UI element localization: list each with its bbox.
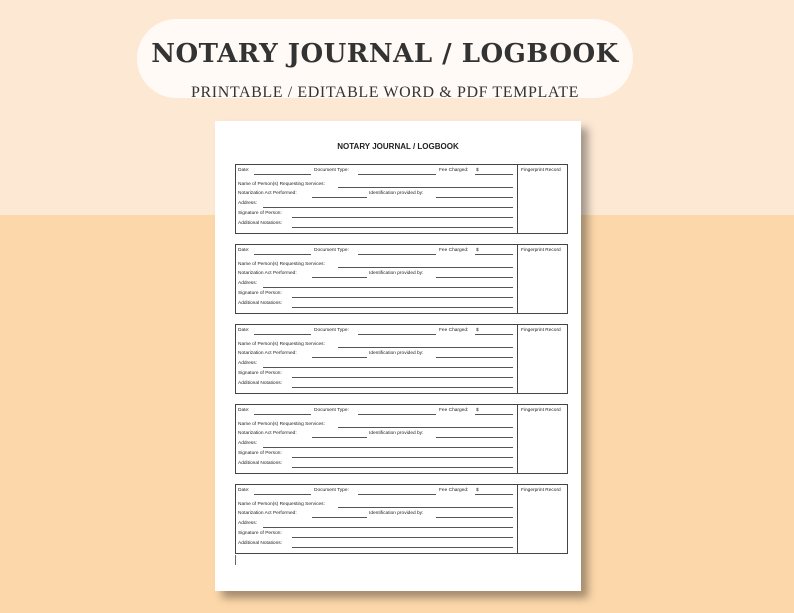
journal-entry	[235, 404, 568, 474]
id-provided-label: Identification provided by:	[369, 431, 424, 436]
fee-charged-field[interactable]	[475, 494, 513, 495]
fingerprint-box[interactable]	[517, 405, 569, 473]
persons-label: Name of Person(s) Requesting Services:	[238, 342, 325, 347]
fee-charged-field[interactable]	[475, 414, 513, 415]
date-label: Date:	[238, 488, 250, 493]
signature-field[interactable]	[292, 537, 513, 538]
fingerprint-box[interactable]	[517, 165, 569, 233]
fee-charged-field[interactable]	[475, 254, 513, 255]
signature-label: Signature of Person:	[238, 451, 282, 456]
notations-label: Additional Notations:	[238, 541, 282, 546]
act-label: Notarization Act Performed:	[238, 191, 297, 196]
logbook-page	[215, 121, 581, 591]
date-field[interactable]	[254, 174, 311, 175]
journal-entry	[235, 244, 568, 314]
signature-field[interactable]	[292, 457, 513, 458]
date-label: Date:	[238, 328, 250, 333]
address-label: Address:	[238, 281, 257, 286]
fee-charged-field[interactable]	[475, 334, 513, 335]
currency-symbol: $	[476, 408, 479, 413]
fee-charged-label: Fee Charged:	[439, 248, 469, 253]
journal-entry	[235, 324, 568, 394]
id-provided-label: Identification provided by:	[369, 511, 424, 516]
act-label: Notarization Act Performed:	[238, 271, 297, 276]
persons-field[interactable]	[338, 267, 513, 268]
signature-label: Signature of Person:	[238, 291, 282, 296]
signature-field[interactable]	[292, 377, 513, 378]
currency-symbol: $	[476, 488, 479, 493]
banner-subtitle: PRINTABLE / EDITABLE WORD & PDF TEMPLATE	[191, 84, 579, 101]
address-field[interactable]	[263, 287, 513, 288]
id-provided-field[interactable]	[436, 277, 513, 278]
signature-field[interactable]	[292, 297, 513, 298]
signature-field[interactable]	[292, 217, 513, 218]
document-type-field[interactable]	[358, 254, 436, 255]
act-field[interactable]	[312, 277, 367, 278]
fee-charged-field[interactable]	[475, 174, 513, 175]
document-type-label: Document Type:	[314, 408, 349, 413]
fingerprint-box[interactable]	[517, 245, 569, 313]
address-label: Address:	[238, 441, 257, 446]
persons-field[interactable]	[338, 187, 513, 188]
persons-label: Name of Person(s) Requesting Services:	[238, 182, 325, 187]
fingerprint-label: Fingerprint Record	[521, 248, 561, 253]
id-provided-label: Identification provided by:	[369, 271, 424, 276]
fee-charged-label: Fee Charged:	[439, 168, 469, 173]
notations-field[interactable]	[292, 387, 513, 388]
act-field[interactable]	[312, 517, 367, 518]
persons-field[interactable]	[338, 507, 513, 508]
date-field[interactable]	[254, 334, 311, 335]
id-provided-field[interactable]	[436, 357, 513, 358]
document-type-label: Document Type:	[314, 168, 349, 173]
fee-charged-label: Fee Charged:	[439, 328, 469, 333]
fee-charged-label: Fee Charged:	[439, 408, 469, 413]
signature-label: Signature of Person:	[238, 531, 282, 536]
id-provided-label: Identification provided by:	[369, 351, 424, 356]
document-type-field[interactable]	[358, 174, 436, 175]
fingerprint-label: Fingerprint Record	[521, 488, 561, 493]
notations-field[interactable]	[292, 467, 513, 468]
currency-symbol: $	[476, 168, 479, 173]
document-type-field[interactable]	[358, 334, 436, 335]
date-field[interactable]	[254, 254, 311, 255]
persons-label: Name of Person(s) Requesting Services:	[238, 422, 325, 427]
notations-label: Additional Notations:	[238, 221, 282, 226]
address-label: Address:	[238, 361, 257, 366]
persons-label: Name of Person(s) Requesting Services:	[238, 262, 325, 267]
date-label: Date:	[238, 168, 250, 173]
id-provided-label: Identification provided by:	[369, 191, 424, 196]
act-label: Notarization Act Performed:	[238, 431, 297, 436]
act-field[interactable]	[312, 197, 367, 198]
id-provided-field[interactable]	[436, 517, 513, 518]
document-type-label: Document Type:	[314, 328, 349, 333]
notations-field[interactable]	[292, 307, 513, 308]
journal-entry	[235, 484, 568, 554]
page-edge-mark	[235, 555, 236, 565]
address-field[interactable]	[263, 527, 513, 528]
address-field[interactable]	[263, 367, 513, 368]
act-label: Notarization Act Performed:	[238, 351, 297, 356]
notations-label: Additional Notations:	[238, 301, 282, 306]
date-field[interactable]	[254, 414, 311, 415]
date-field[interactable]	[254, 494, 311, 495]
document-type-field[interactable]	[358, 414, 436, 415]
act-field[interactable]	[312, 357, 367, 358]
address-field[interactable]	[263, 207, 513, 208]
fingerprint-box[interactable]	[517, 485, 569, 553]
document-type-label: Document Type:	[314, 488, 349, 493]
fingerprint-label: Fingerprint Record	[521, 328, 561, 333]
fingerprint-label: Fingerprint Record	[521, 408, 561, 413]
currency-symbol: $	[476, 248, 479, 253]
signature-label: Signature of Person:	[238, 371, 282, 376]
act-field[interactable]	[312, 437, 367, 438]
date-label: Date:	[238, 408, 250, 413]
date-label: Date:	[238, 248, 250, 253]
title-banner	[137, 19, 633, 101]
persons-field[interactable]	[338, 427, 513, 428]
act-label: Notarization Act Performed:	[238, 511, 297, 516]
notations-field[interactable]	[292, 547, 513, 548]
id-provided-field[interactable]	[436, 197, 513, 198]
notations-label: Additional Notations:	[238, 381, 282, 386]
page-title: NOTARY JOURNAL / LOGBOOK	[337, 142, 459, 151]
fingerprint-label: Fingerprint Record	[521, 168, 561, 173]
persons-label: Name of Person(s) Requesting Services:	[238, 502, 325, 507]
persons-field[interactable]	[338, 347, 513, 348]
banner-title: NOTARY JOURNAL / LOGBOOK	[151, 39, 619, 69]
fingerprint-box[interactable]	[517, 325, 569, 393]
document-type-field[interactable]	[358, 494, 436, 495]
journal-entry	[235, 164, 568, 234]
id-provided-field[interactable]	[436, 437, 513, 438]
address-label: Address:	[238, 201, 257, 206]
notations-label: Additional Notations:	[238, 461, 282, 466]
address-field[interactable]	[263, 447, 513, 448]
fee-charged-label: Fee Charged:	[439, 488, 469, 493]
signature-label: Signature of Person:	[238, 211, 282, 216]
address-label: Address:	[238, 521, 257, 526]
notations-field[interactable]	[292, 227, 513, 228]
currency-symbol: $	[476, 328, 479, 333]
document-type-label: Document Type:	[314, 248, 349, 253]
